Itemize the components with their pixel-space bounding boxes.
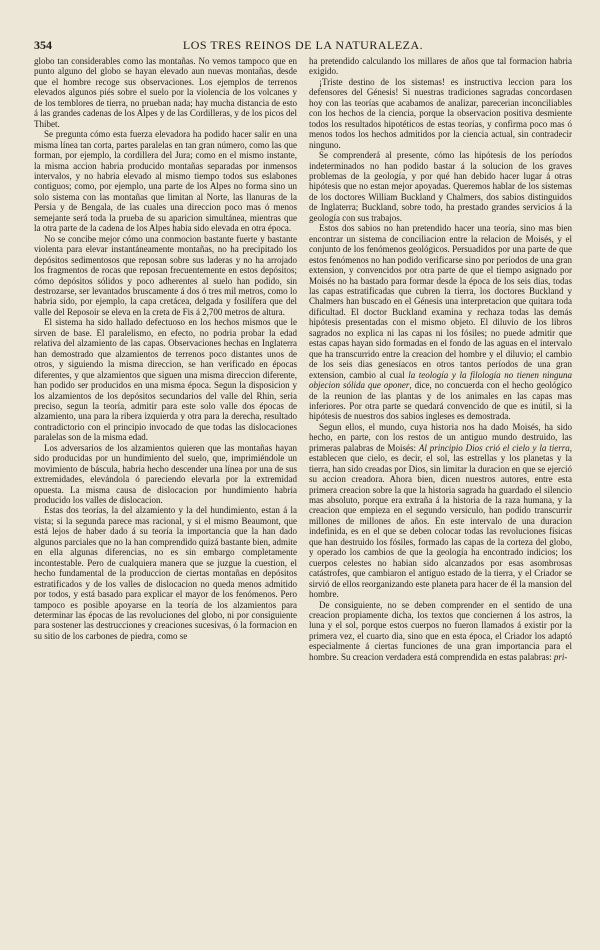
paragraph	[34, 317, 297, 442]
running-head	[34, 38, 572, 52]
emphasized-quote: la teología y la filología no tienen ninguna objecion sólida que oponer	[309, 369, 572, 391]
emphasized-quote: pri-	[553, 651, 568, 662]
paragraph	[309, 150, 572, 223]
paragraph-text: ha pretendido calculando los millares de años que tal formacion habria exigido.	[309, 56, 572, 77]
right-column	[309, 56, 572, 916]
paragraph	[34, 129, 297, 234]
paragraph	[34, 443, 297, 506]
paragraph-text: Se comprenderá al presente, cómo las hipótesis de los períodos indeterminados no han podido bastar á la solucion de los graves problemas de la geología, y por qué han debido hacer lugar á otras hipótesis que no estan mejor apoyadas. Queremos hablar de los sistemas de los doctores William Buckland y Chalmers, dos sabios distinguidos de Inglaterra; Buckland, sobre todo, ha prestado grandes servicios á la geología con sus trabajos.	[309, 150, 572, 223]
paragraph	[34, 505, 297, 641]
emphasized-quote: Al principio Dios crió el cielo y la tierra	[418, 442, 570, 453]
paragraph-text: globo tan considerables como las montañas. No vemos tampoco que en punto alguno del globo se hayan elevado aun nuevas montañas, desde que el hombre recoge sus observaciones. Los ejemplos de terrenos elevados algunos piés sobre el suelo por la violencia de los volcanes y de los temblores de tierra, no prueban nada; hay mucha distancia de esto á las grandes cadenas de los Alpes y de las Cordilleras, y de los picos del Thibet.	[34, 56, 297, 129]
text-columns	[34, 56, 572, 916]
running-title: LOS TRES REINOS DE LA NATURALEZA.	[182, 38, 424, 52]
paragraph	[34, 234, 297, 318]
paragraph-text: Estos dos sabios no han pretendido hacer una teoría, sino mas bien encontrar un sistema de conciliacion entre la relacion de Moisés, y el conjunto de los fenómenos geológicos. Persuadidos por una parte de que estos fenómenos no han podido verificarse sino por períodos de una gran extension, y convencidos por otra parte de que el tiempo asignado por Moisés no ha bastado para formar desde la época de los seis dias, todas las capas estratificadas que cubren la tierra, los doctores Buckland y Chalmers han buscado en el Génesis una interpretacion que quitara toda dificultad. El doctor Buckland examina y rechaza todas las demás hipótesis presentadas con el mismo objeto. El diluvio de los libros sagrados no explica ni las capas ni los fósiles; no puede admitir que estas capas hayan sido formadas en el fondo de las aguas en el intervalo que ha transcurrido entre la creacion del hombre y el diluvio; el cambio de los seis dias genesíacos en otros tantos períodos de una gran extension, cambio al cual	[309, 223, 572, 380]
paragraph	[34, 56, 297, 129]
paragraph-text: Se pregunta cómo esta fuerza elevadora ha podido hacer salir en una misma línea tan corta, partes paralelas en tan gran número, como las que forman, por ejemplo, la cordillera del Jura; como en el mismo instante, la misma accion habria producido montañas separadas por inmensos intervalos, y no habria elevado al mismo tiempo todos sus eslabones contiguos; como, por ejemplo, una parte de los Alpes no forma sino un solo sistema con las montañas que limitan al Norte, las llanuras de la Persia y de Bengala, de las cuales una direccion poco mas ó menos semejante será toda la prueba de su aparicion simultánea, mientras que la otra parte de la cadena de los Alpes habia sido elevada en otra época.	[34, 129, 297, 234]
paragraph-text: Estas dos teorías, la del alzamiento y la del hundimiento, estan á la vista; si la segunda parece mas racional, y si el mismo Beaumont, que está lejos de haber dado á su teoría la importancia que la han dado algunos parciales que no la han comprendido quizá bastante bien, admite en ella algunas diferencias, no es sin embargo completamente incontestable. Pero de cualquiera manera que se juzgue la cuestion, el hecho fundamental de la produccion de ciertas montañas en depósitos estratificados y de los valles de dislocacion no queda menos admitido por todos, y está basado para explicar el mayor de los fenómenos. Pero tampoco es posible apoyarse en la teoría de los alzamientos para determinar las épocas de las revoluciones del globo, ni por consiguiente para sostener las destrucciones y creaciones sucesivas, ó la formacion en su sitio de los carbones de piedra, como se	[34, 505, 297, 641]
paragraph	[309, 422, 572, 600]
paragraph	[309, 223, 572, 422]
paragraph-text: El sistema ha sido hallado defectuoso en los hechos mismos que le sirven de base. El paralelismo, en efecto, no podria probar la edad relativa del alzamiento de las capas. Observaciones hechas en Inglaterra han demostrado que alzamientos de terrenos poco distantes unos de otros, y siguiendo la misma direccion, se han verificado en épocas diferentes, y que alzamientos que siguen una misma direccion diferente, han podido ser producidos en una misma época. Segun la disposicion y los alzamientos de los depósitos secundarios del valle del Rhin, seria preciso, segun la teoría, admitir para este solo valle dos épocas de alzamiento, una para la ribera izquierda y otra para la derecha, resultado contradictorio con el principio invocado de que todas las dislocaciones paralelas son de la misma edad.	[34, 317, 297, 443]
paragraph-text: , dice, no concuerda con el hecho geológico de la reunion de las plantas y de los animales en las capas mas inferiores. Por otra parte se quedará convencido de que es inútil, si la hipótesis de nuestros dos sabios ingleses es demostrada.	[309, 380, 572, 422]
paragraph-text: Segun ellos, el mundo, cuya historia nos ha dado Moisés, ha sido hecho, en parte, con los restos de un antiguo mundo destruido, las primeras palabras de Moisés:	[309, 421, 572, 453]
paragraph-text: , establecen que cielo, es decir, el sol, las estrellas y los planetas y la tierra, han sido creadas por Dios, sin limitar la duracion en que se ejerció su accion creadora. Ahora bien, dicen nuestros autores, entre esta primera creacion sobre la que la historia sagrada ha guardado el silencio mas absoluto, porque era extraña á la historia de la raza humana, y la creacion que empieza en el segundo versículo, han podido transcurrir millones de millones de años. En este intervalo de una duracion indefinida, es en el que se deben colocar todas las revoluciones físicas que han destruido los fósiles, formado las capas de la corteza del globo, y operado los cambios de que la geología ha encontrado indicios; los cuerpos celestes no habian sido alcanzados por esas asombrosas catástrofes, que cambiaron el antiguo estado de la tierra, y el Criador se sirvió de ellos reorganizando este planeta para hacer de él la mansion del hombre.	[309, 442, 572, 600]
paragraph-text: ¡Triste destino de los sistemas! es instructiva leccion para los defensores del Génesis! Si nuestras tradiciones sagradas concordasen hoy con las teorías que acabamos de analizar, parecerian inconciliables con los hechos de la ciencia, porque la observacion positiva desmiente todos los resultados hipotéticos de estas teorías, y confirma poco mas ó menos todos los hechos admitidos por la ciencia actual, sin contradecir ninguno.	[309, 76, 572, 150]
paragraph	[309, 77, 572, 150]
paragraph	[309, 56, 572, 77]
page-number: 354	[34, 38, 52, 52]
paragraph	[309, 600, 572, 663]
paragraph-text: Los adversarios de los alzamientos quieren que las montañas hayan sido producidas por un hundimiento del suelo, que, imprimiéndole un movimiento de báscula, habria hecho descender una línea por una de sus extremidades, elevándola ó pareciendo elevarla por la extremidad opuesta. La misma causa de dislocacion por hundimiento habria producido los valles de dislocacion.	[34, 442, 297, 506]
left-column	[34, 56, 297, 916]
paragraph-text: De consiguiente, no se deben comprender en el sentido de una creacion propiamente dicha, los textos que conciernen á los astros, la luna y el sol, porque estos cuerpos no fueron llamados á existir por la primera vez, el cuarto dia, sino que en esta época, el Criador los adaptó especialmente á ciertas funciones de una gran importancia para el hombre. Su creacion verdadera está comprendida en estas palabras:	[309, 599, 572, 662]
paragraph-text: No se concibe mejor cómo una conmocion bastante fuerte y bastante violenta para elevar instantáneamente montañas, no ha precipitado los depósitos sedimentosos que reposan sobre sus laderas y no ha arrojado los fragmentos de rocas que reposan frecuentemente en estos depósitos; cómo depósitos sólidos y poco adherentes al suelo han podido, sin destrozarse, ser levantados bruscamente á dos ó tres mil metros, como lo habria sido, por ejemplo, la capa cretácea, delgada y fosilífera que del valle del Reposoir se eleva en la creta de Fis á 2,700 metros de altura.	[34, 233, 297, 317]
